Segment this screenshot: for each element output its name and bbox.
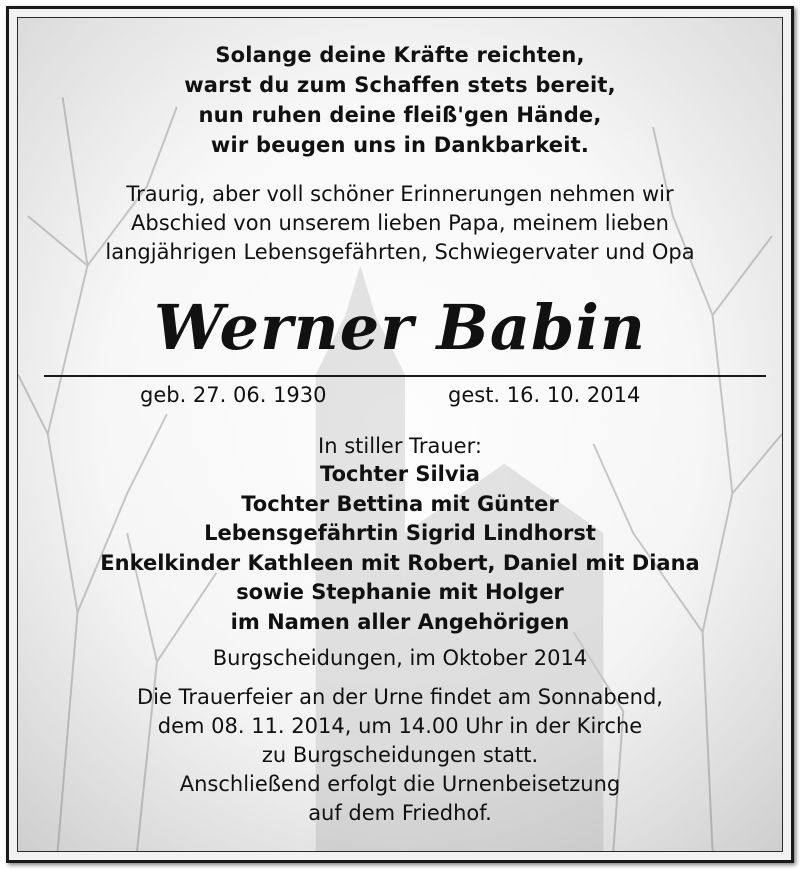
service-line: Die Trauerfeier an der Urne findet am Sonnabend,: [137, 685, 663, 709]
memorial-poem: [18, 40, 782, 160]
death-date: gest. 16. 10. 2014: [448, 383, 641, 407]
intro-line: Abschied von unserem lieben Papa, meinem lieben: [131, 211, 669, 235]
mourner-line: Tochter Silvia: [320, 462, 480, 486]
obituary-frame: [6, 6, 794, 863]
intro-line: Traurig, aber voll schöner Erinnerungen nehmen wir: [126, 182, 674, 206]
service-line: Anschließend erfolgt die Urnenbeisetzung: [179, 772, 621, 796]
birth-date: geb. 27. 06. 1930: [140, 383, 327, 407]
mourner-line: Tochter Bettina mit Günter: [241, 491, 559, 516]
mourners-list: [18, 460, 782, 637]
poem-line: Solange deine Kräfte reichten,: [215, 43, 585, 67]
mourner-line: Enkelkinder Kathleen mit Robert, Daniel mit Diana: [100, 550, 700, 575]
deceased-name: Werner Babin: [153, 291, 646, 364]
name-divider: [44, 375, 766, 377]
poem-line: warst du zum Schaffen stets bereit,: [184, 73, 616, 97]
intro-line: langjährigen Lebensgefährten, Schwiegervater und Opa: [105, 240, 695, 264]
funeral-service-info: [18, 683, 782, 828]
mourner-line: im Namen aller Angehörigen: [230, 609, 570, 634]
service-line: auf dem Friedhof.: [308, 801, 492, 825]
poem-line: nun ruhen deine fleiß'gen Hände,: [198, 103, 602, 127]
mourner-line: sowie Stephanie mit Holger: [236, 580, 564, 604]
service-line: dem 08. 11. 2014, um 14.00 Uhr in der Kirche: [157, 714, 643, 738]
poem-line: wir beugen uns in Dankbarkeit.: [210, 133, 590, 157]
obituary-content: [18, 18, 782, 851]
mourner-line: Lebensgefährtin Sigrid Lindhorst: [204, 521, 596, 545]
announcement-intro: [18, 180, 782, 267]
mourners-heading: In stiller Trauer:: [318, 434, 482, 458]
service-line: zu Burgscheidungen statt.: [261, 743, 539, 767]
place-and-date: Burgscheidungen, im Oktober 2014: [212, 646, 588, 670]
obituary-panel: [17, 17, 783, 852]
